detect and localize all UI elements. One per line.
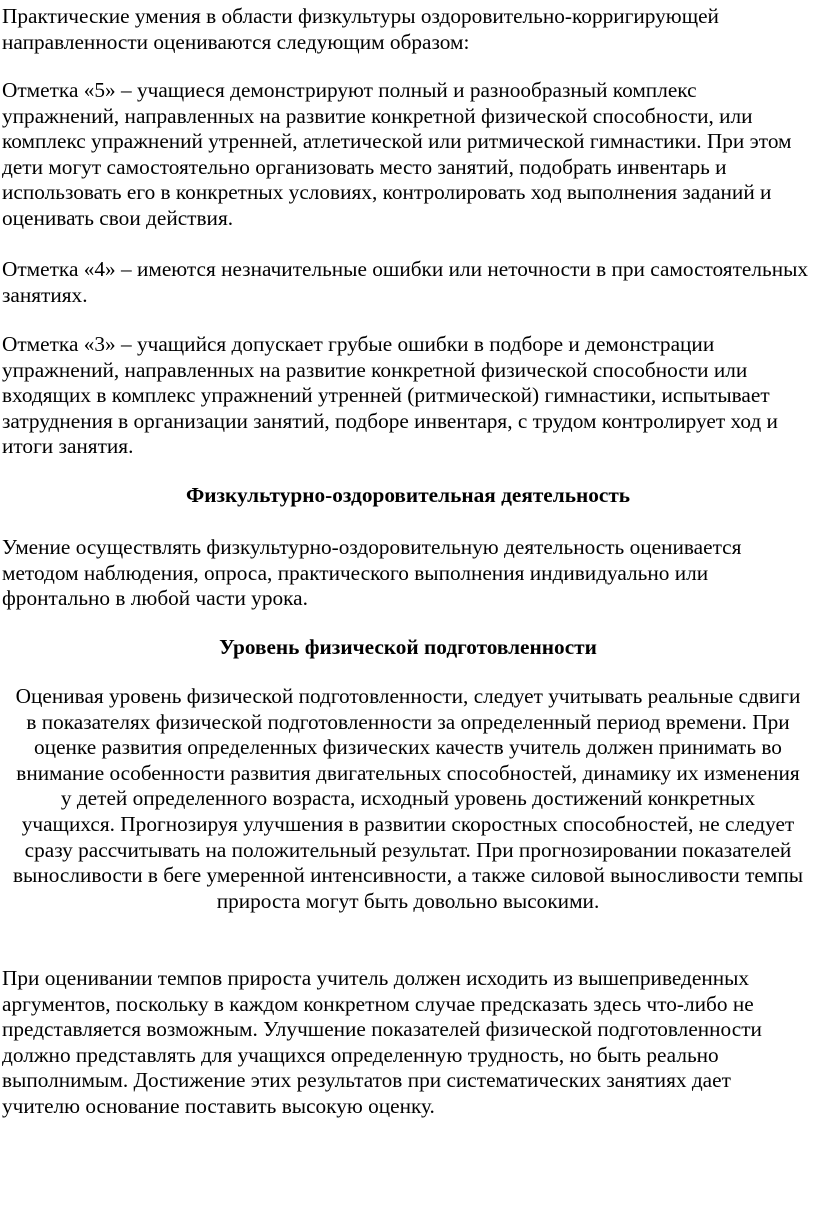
fitness-level-paragraph: Оценивая уровень физической подготовленности, следует учитывать реальные сдвиги в показателях физической подготовленности за определенный период времени. При оценке развития определенных физических качеств учитель должен принимать во внимание особенности развития двигательных способностей, динамику их изменения у детей определенного возраста, исходный уровень достижений конкретных учащихся. Прогнозируя улучшения в развитии скоростных способностей, не следует сразу рассчитывать на положительный результат. При прогнозировании показателей выносливости в беге умеренной интенсивности, а также силовой выносливости темпы прироста могут быть довольно высокими. — [12, 684, 804, 913]
grade-3-paragraph: Отметка «3» – учащийся допускает грубые ошибки в подборе и демонстрации упражнений, направленных на развитие конкретной физической способности или входящих в комплекс упражнений утренней (ритмической) гимнастики, испытывает затруднения в организации занятий, подборе инвентаря, с трудом контролирует ход и итоги занятия. — [2, 332, 778, 459]
heading-physical-fitness: Уровень физической подготовленности — [219, 635, 597, 659]
grade-4-paragraph: Отметка «4» – имеются незначительные ошибки или неточности в при самостоятельных занятиях. — [2, 257, 809, 307]
activity-paragraph: Умение осуществлять физкультурно-оздоровительную деятельность оценивается методом наблюдения, опроса, практического выполнения индивидуально или фронтально в любой части урока. — [2, 535, 742, 611]
intro-paragraph: Практические умения в области физкультуры оздоровительно-корригирующей направленности оцениваются следующим образом: — [2, 4, 719, 54]
grade-5-paragraph: Отметка «5» – учащиеся демонстрируют полный и разнообразный комплекс упражнений, направленных на развитие конкретной физической способности, или комплекс упражнений утренней, атлетической или ритмической гимнастики. При этом дети могут самостоятельно организовать место занятий, подобрать инвентарь и использовать его в конкретных условиях, контролировать ход выполнения заданий и оценивать свои действия. — [2, 78, 792, 230]
evaluation-paragraph: При оценивании темпов прироста учитель должен исходить из вышеприведенных аргументов, поскольку в каждом конкретном случае предсказать здесь что-либо не представляется возможным. Улучшение показателей физической подготовленности должно представлять для учащихся определенную трудность, но быть реально выполнимым. Достижение этих результатов при систематических занятиях дает учителю основание поставить высокую оценку. — [2, 966, 762, 1118]
heading-health-activity: Физкультурно-оздоровительная деятельность — [185, 483, 631, 507]
